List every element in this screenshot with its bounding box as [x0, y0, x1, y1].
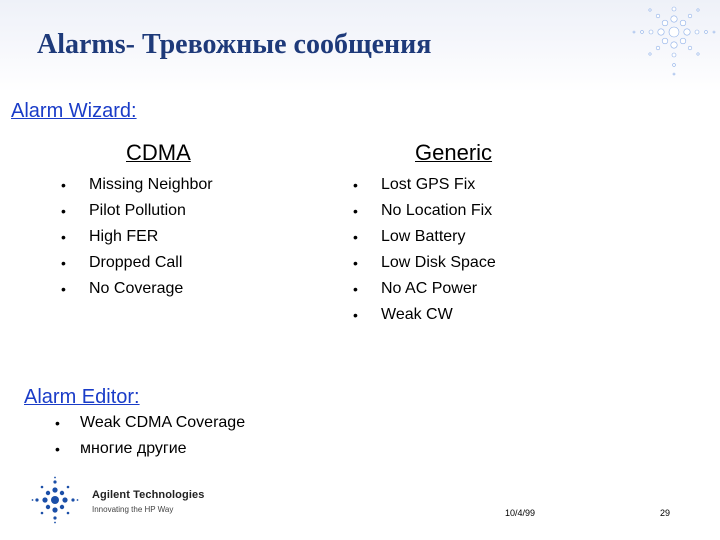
spark-burst-icon	[624, 2, 720, 88]
list-item: • Pilot Pollution	[61, 198, 281, 224]
list-item: • No Location Fix	[353, 198, 573, 224]
page-number: 29	[660, 508, 671, 518]
list-item: • многие другие	[55, 436, 315, 462]
bullet-icon: •	[353, 281, 358, 297]
cdma-alarm-list	[61, 172, 281, 302]
alarm-editor-list	[55, 410, 315, 462]
bullet-icon: •	[61, 255, 66, 271]
bullet-icon: •	[55, 441, 60, 457]
company-name: Agilent Technologies	[92, 489, 205, 501]
list-item: • High FER	[61, 224, 281, 250]
slide-title: Alarms- Тревожные сообщения	[37, 29, 432, 60]
list-item: • No AC Power	[353, 276, 573, 302]
list-item: • Low Battery	[353, 224, 573, 250]
list-item: • Weak CW	[353, 302, 573, 328]
generic-heading: Generic	[415, 140, 493, 165]
slide-date: 10/4/99	[505, 508, 536, 518]
bullet-icon: •	[353, 255, 358, 271]
bullet-icon: •	[61, 203, 66, 219]
bullet-icon: •	[61, 229, 66, 245]
agilent-spark-logo	[31, 476, 79, 524]
bullet-icon: •	[55, 415, 60, 431]
cdma-heading: CDMA	[126, 140, 191, 165]
company-tagline: Innovating the HP Way	[92, 505, 174, 514]
alarm-wizard-heading: Alarm Wizard:	[11, 100, 137, 122]
bullet-icon: •	[353, 177, 358, 193]
list-item: • Weak CDMA Coverage	[55, 410, 315, 436]
bullet-icon: •	[353, 307, 358, 323]
bullet-icon: •	[353, 203, 358, 219]
list-item: • Missing Neighbor	[61, 172, 281, 198]
list-item: • Lost GPS Fix	[353, 172, 573, 198]
list-item: • Low Disk Space	[353, 250, 573, 276]
list-item: • Dropped Call	[61, 250, 281, 276]
alarm-editor-heading: Alarm Editor:	[24, 386, 140, 408]
generic-alarm-list	[353, 172, 573, 328]
bullet-icon: •	[61, 281, 66, 297]
list-item: • No Coverage	[61, 276, 281, 302]
bullet-icon: •	[353, 229, 358, 245]
bullet-icon: •	[61, 177, 66, 193]
